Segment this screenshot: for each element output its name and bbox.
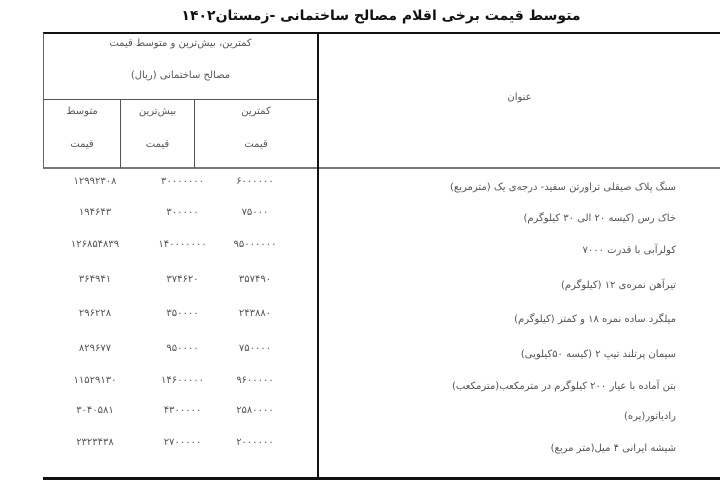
avg-price: ۲۳۲۳۴۳۸ xyxy=(76,437,114,448)
header-group-line2: مصالح ساختمانی (ریال) xyxy=(130,70,231,81)
min-price: ۹۶۰۰۰۰۰ xyxy=(236,375,274,386)
item-title: سیمان پرتلند تیپ ۲ (کیسه ۵۰کیلویی) xyxy=(520,349,676,360)
header-bottom-border xyxy=(43,167,720,169)
max-price: ۱۴۶۰۰۰۰۰ xyxy=(161,375,204,386)
avg-price: ۲۹۶۲۲۸ xyxy=(78,308,112,319)
header-min: کمترین xyxy=(241,106,271,117)
item-title: بتن آماده با عیار ۲۰۰ کیلوگرم در مترمکعب(مترمکعب) xyxy=(451,381,676,392)
header-min-sub: قیمت xyxy=(244,139,268,150)
item-title: میلگرد ساده نمره ۱۸ و کمتر (کیلوگرم) xyxy=(514,314,676,325)
header-title: عنوان xyxy=(507,92,532,103)
avg-price: ۸۲۹۶۷۷ xyxy=(78,343,112,354)
min-price: ۲۵۸۰۰۰۰ xyxy=(236,405,274,416)
avg-price: ۱۲۹۹۲۳۰۸ xyxy=(73,176,117,187)
min-price: ۲۰۰۰۰۰۰ xyxy=(236,437,274,448)
subheader-divider xyxy=(43,99,318,100)
max-price: ۳۵۰۰۰۰ xyxy=(166,308,199,319)
max-price: ۴۳۰۰۰۰۰ xyxy=(163,405,202,416)
item-title: خاک رس (کیسه ۲۰ الی ۳۰ کیلوگرم) xyxy=(523,213,676,224)
header-avg: متوسط xyxy=(66,106,98,117)
header-avg-sub: قیمت xyxy=(70,139,94,150)
min-price: ۳۵۷۴۹۰ xyxy=(238,274,272,285)
min-price: ۹۵۰۰۰۰۰۰ xyxy=(233,239,277,250)
max-price: ۲۷۰۰۰۰۰ xyxy=(163,437,202,448)
min-price: ۲۴۳۸۸۰ xyxy=(238,308,272,319)
min-price: ۷۵۰۰۰۰ xyxy=(238,343,272,354)
min-price: ۷۵۰۰۰ xyxy=(241,207,269,218)
header-group-line1: کمترین، بیش‌ترین و متوسط قیمت xyxy=(109,38,252,49)
avg-price: ۱۱۵۲۹۱۳۰ xyxy=(73,375,117,386)
page-title: متوسط قیمت برخی اقلام مصالح ساختمانی -زمستان۱۴۰۲ xyxy=(181,8,581,24)
max-price: ۱۴۰۰۰۰۰۰۰ xyxy=(158,239,207,250)
avg-price: ۱۹۴۶۴۳ xyxy=(78,207,112,218)
min-price: ۶۰۰۰۰۰۰ xyxy=(236,176,274,187)
table-top-border xyxy=(43,32,720,34)
avg-price: ۳۶۴۹۴۱ xyxy=(78,274,112,285)
header-max: بیش‌ترین xyxy=(138,106,177,117)
max-price: ۳۷۴۶۲۰ xyxy=(166,274,199,285)
avg-price: ۱۲۶۸۵۴۸۳۹ xyxy=(70,239,120,250)
item-title: رادیاتور(پره) xyxy=(623,411,676,422)
max-price: ۳۰۰۰۰۰۰۰ xyxy=(161,176,204,187)
item-title: سنگ پلاک صیقلی تراورتن سفید- درجه‌ی یک (مترمربع) xyxy=(449,182,676,193)
max-price: ۳۰۰۰۰۰ xyxy=(166,207,199,218)
avg-price: ۳۰۴۰۵۸۱ xyxy=(76,405,114,416)
header-max-sub: قیمت xyxy=(145,139,170,150)
item-title: کولرآبی با قدرت ۷۰۰۰ xyxy=(582,245,676,256)
max-price: ۹۵۰۰۰۰ xyxy=(166,343,199,354)
item-title: تیرآهن نمره‌ی ۱۲ (کیلوگرم) xyxy=(561,280,676,291)
item-title: شیشه ایرانی ۴ میل(متر مربع) xyxy=(550,443,676,454)
table-bottom-border xyxy=(43,477,720,480)
